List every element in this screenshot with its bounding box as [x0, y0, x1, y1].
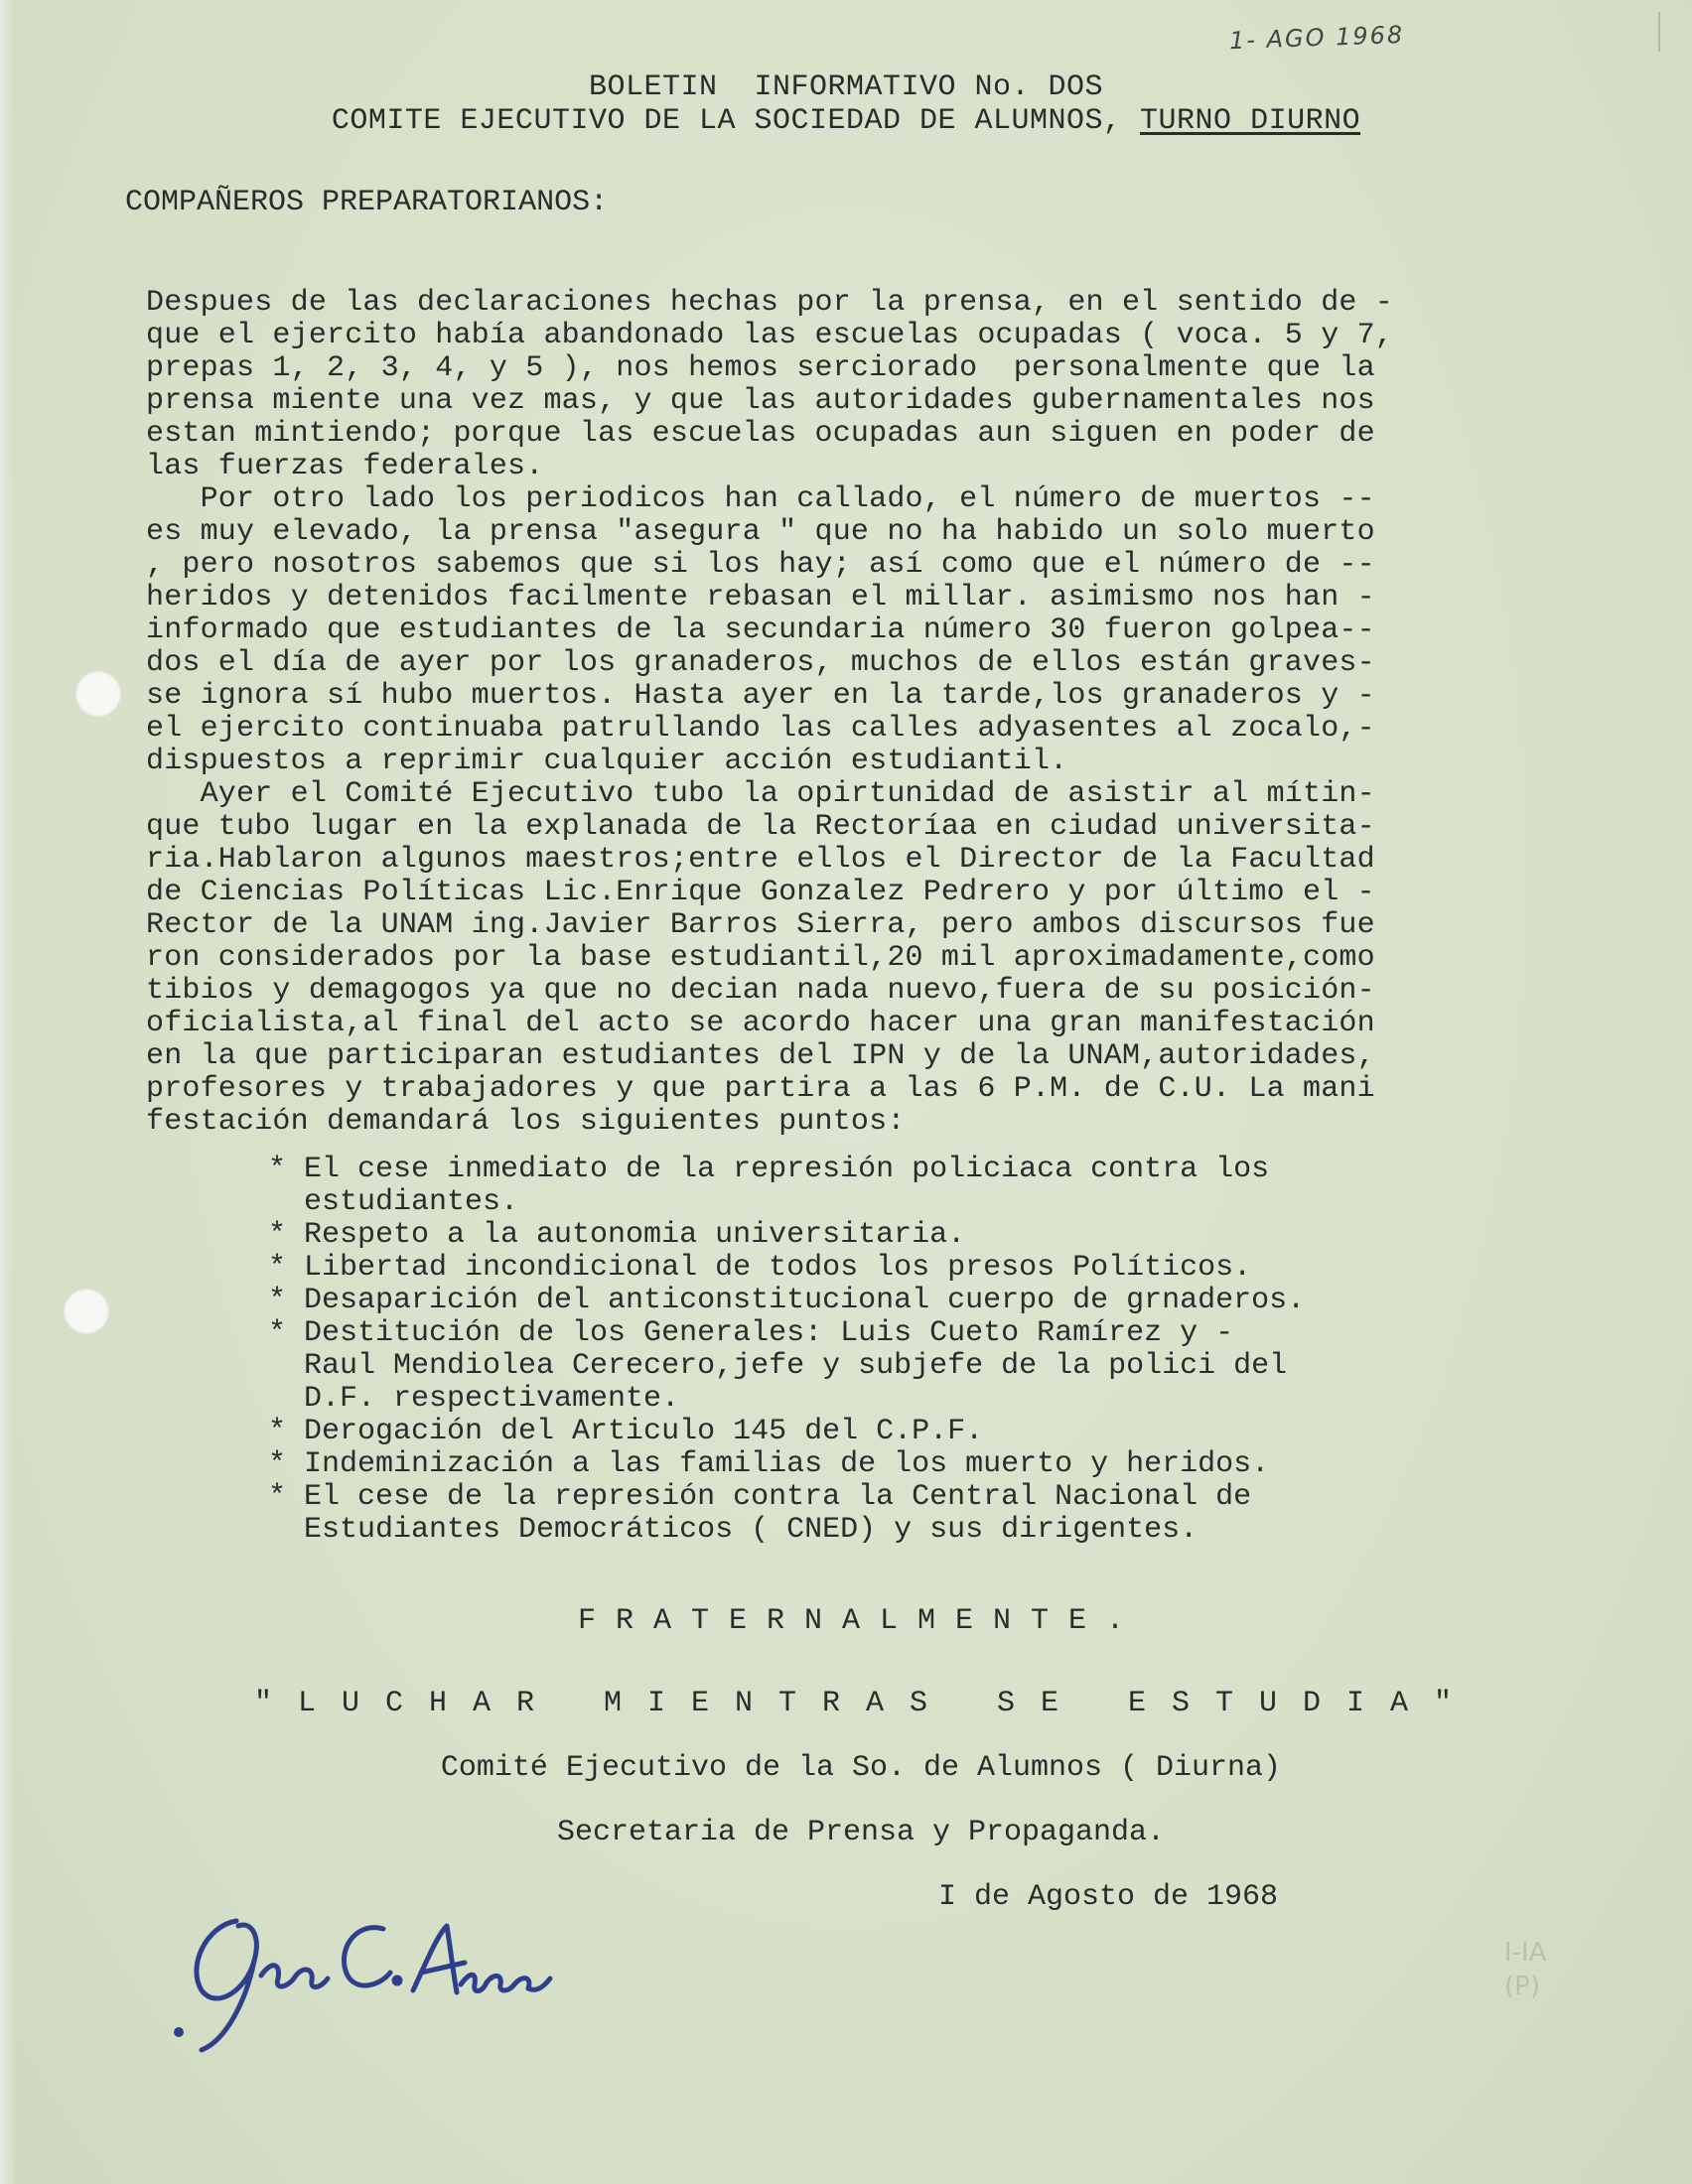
body-line: profesores y trabajadores y que partira a las 6 P.M. de C.U. La mani [146, 1072, 1375, 1106]
closing-date: I de Agosto de 1968 [938, 1880, 1279, 1914]
body-line: que el ejercito había abandonado las escuelas ocupadas ( voca. 5 y 7, [146, 319, 1394, 352]
demand-item: * Desaparición del anticonstitucional cuerpo de grnaderos. [268, 1284, 1306, 1317]
body-line: es muy elevado, la prensa "asegura " que no ha habido un solo muerto [146, 515, 1375, 549]
closing-committee: Comité Ejecutivo de la So. de Alumnos ( Diurna) [440, 1751, 1282, 1785]
body-line: ria.Hablaron algunos maestros;entre ellos el Director de la Facultad [146, 843, 1375, 877]
body-line: dos el día de ayer por los granaderos, muchos de ellos están graves- [146, 646, 1375, 680]
demand-item: estudiantes. [268, 1185, 519, 1219]
body-line: festación demandará los siguientes puntos: [146, 1105, 906, 1139]
subtitle-prefix: COMITE EJECUTIVO DE LA SOCIEDAD DE ALUMNOS, [331, 104, 1141, 138]
body-line: Ayer el Comité Ejecutivo tubo la opirtunidad de asistir al mítin- [146, 777, 1375, 811]
body-line: Rector de la UNAM ing.Javier Barros Sierra, pero ambos discursos fue [146, 908, 1375, 942]
body-line: prensa miente una vez mas, y que las autoridades gubernamentales nos [146, 384, 1375, 418]
closing-secretaria: Secretaria de Prensa y Propaganda. [556, 1816, 1166, 1849]
body-line: el ejercito continuaba patrullando las calles adyasentes al zocalo,- [146, 712, 1375, 746]
body-line: estan mintiendo; porque las escuelas ocupadas aun siguen en poder de [146, 417, 1375, 451]
demand-item: * Respeto a la autonomia universitaria. [268, 1218, 966, 1252]
punch-hole-top [75, 671, 121, 717]
closing-motto: "LUCHAR MIENTRAS SE ESTUDIA" [253, 1687, 1479, 1720]
body-line: , pero nosotros sabemos que si los hay; así como que el número de -- [146, 548, 1375, 582]
paper-corner-mark [1658, 12, 1680, 52]
body-line: prepas 1, 2, 3, 4, y 5 ), nos hemos serciorado personalmente que la [146, 351, 1375, 385]
handwritten-signature [167, 1881, 594, 2060]
body-line: se ignora sí hubo muertos. Hasta ayer en la tarde,los granaderos y - [146, 679, 1375, 713]
body-line: que tubo lugar en la explanada de la Rectoríaa en ciudad universita- [146, 810, 1375, 844]
demand-item: * El cese de la represión contra la Central Nacional de [268, 1480, 1252, 1514]
bulletin-subtitle [0, 105, 1692, 138]
body-line: informado que estudiantes de la secundaria número 30 fueron golpea-- [146, 614, 1375, 647]
greeting: COMPAÑEROS PREPARATORIANOS: [125, 186, 609, 219]
signature-text: Ana C. Alfaro [167, 1881, 175, 1882]
subtitle-shift: TURNO DIURNO [1140, 104, 1361, 138]
body-line: heridos y detenidos facilmente rebasan el millar. asimismo nos han - [146, 581, 1375, 614]
paper-left-edge [0, 0, 14, 2184]
body-line: Por otro lado los periodicos han callado, el número de muertos -- [146, 482, 1375, 516]
bulletin-title: BOLETIN INFORMATIVO No. DOS [588, 70, 1104, 104]
demand-item: * Indeminización a las familias de los muerto y heridos. [268, 1447, 1270, 1481]
demand-item: * Derogación del Articulo 145 del C.P.F. [268, 1415, 984, 1448]
demand-item: Estudiantes Democráticos ( CNED) y sus dirigentes. [268, 1513, 1198, 1547]
body-line: en la que participaran estudiantes del IPN y de la UNAM,autoridades, [146, 1039, 1375, 1073]
body-line: las fuerzas federales. [146, 450, 544, 483]
demand-item: * Libertad incondicional de todos los presos Políticos. [268, 1251, 1252, 1285]
closing-fraternalmente: FRATERNALMENTE. [577, 1604, 1145, 1638]
demand-item: D.F. respectivamente. [268, 1382, 680, 1416]
punch-hole-bottom [64, 1289, 109, 1334]
body-line: de Ciencias Políticas Lic.Enrique Gonzalez Pedrero y por último el - [146, 876, 1375, 909]
faint-stamp-marks: I-IA (P) [1504, 1938, 1547, 2001]
body-line: dispuestos a reprimir cualquier acción estudiantil. [146, 745, 1068, 778]
demand-item: * Destitución de los Generales: Luis Cueto Ramírez y - [268, 1316, 1234, 1350]
demand-item: Raul Mendiolea Cerecero,jefe y subjefe de la polici del [268, 1349, 1288, 1383]
handwritten-date: 1- AGO 1968 [1228, 20, 1405, 56]
demand-item: * El cese inmediato de la represión policiaca contra los [268, 1153, 1270, 1186]
body-line: oficialista,al final del acto se acordo hacer una gran manifestación [146, 1007, 1375, 1040]
body-line: ron considerados por la base estudiantil,20 mil aproximadamente,como [146, 941, 1375, 975]
body-line: Despues de las declaraciones hechas por la prensa, en el sentido de - [146, 286, 1394, 320]
body-line: tibios y demagogos ya que no decian nada nuevo,fuera de su posición- [146, 974, 1375, 1008]
